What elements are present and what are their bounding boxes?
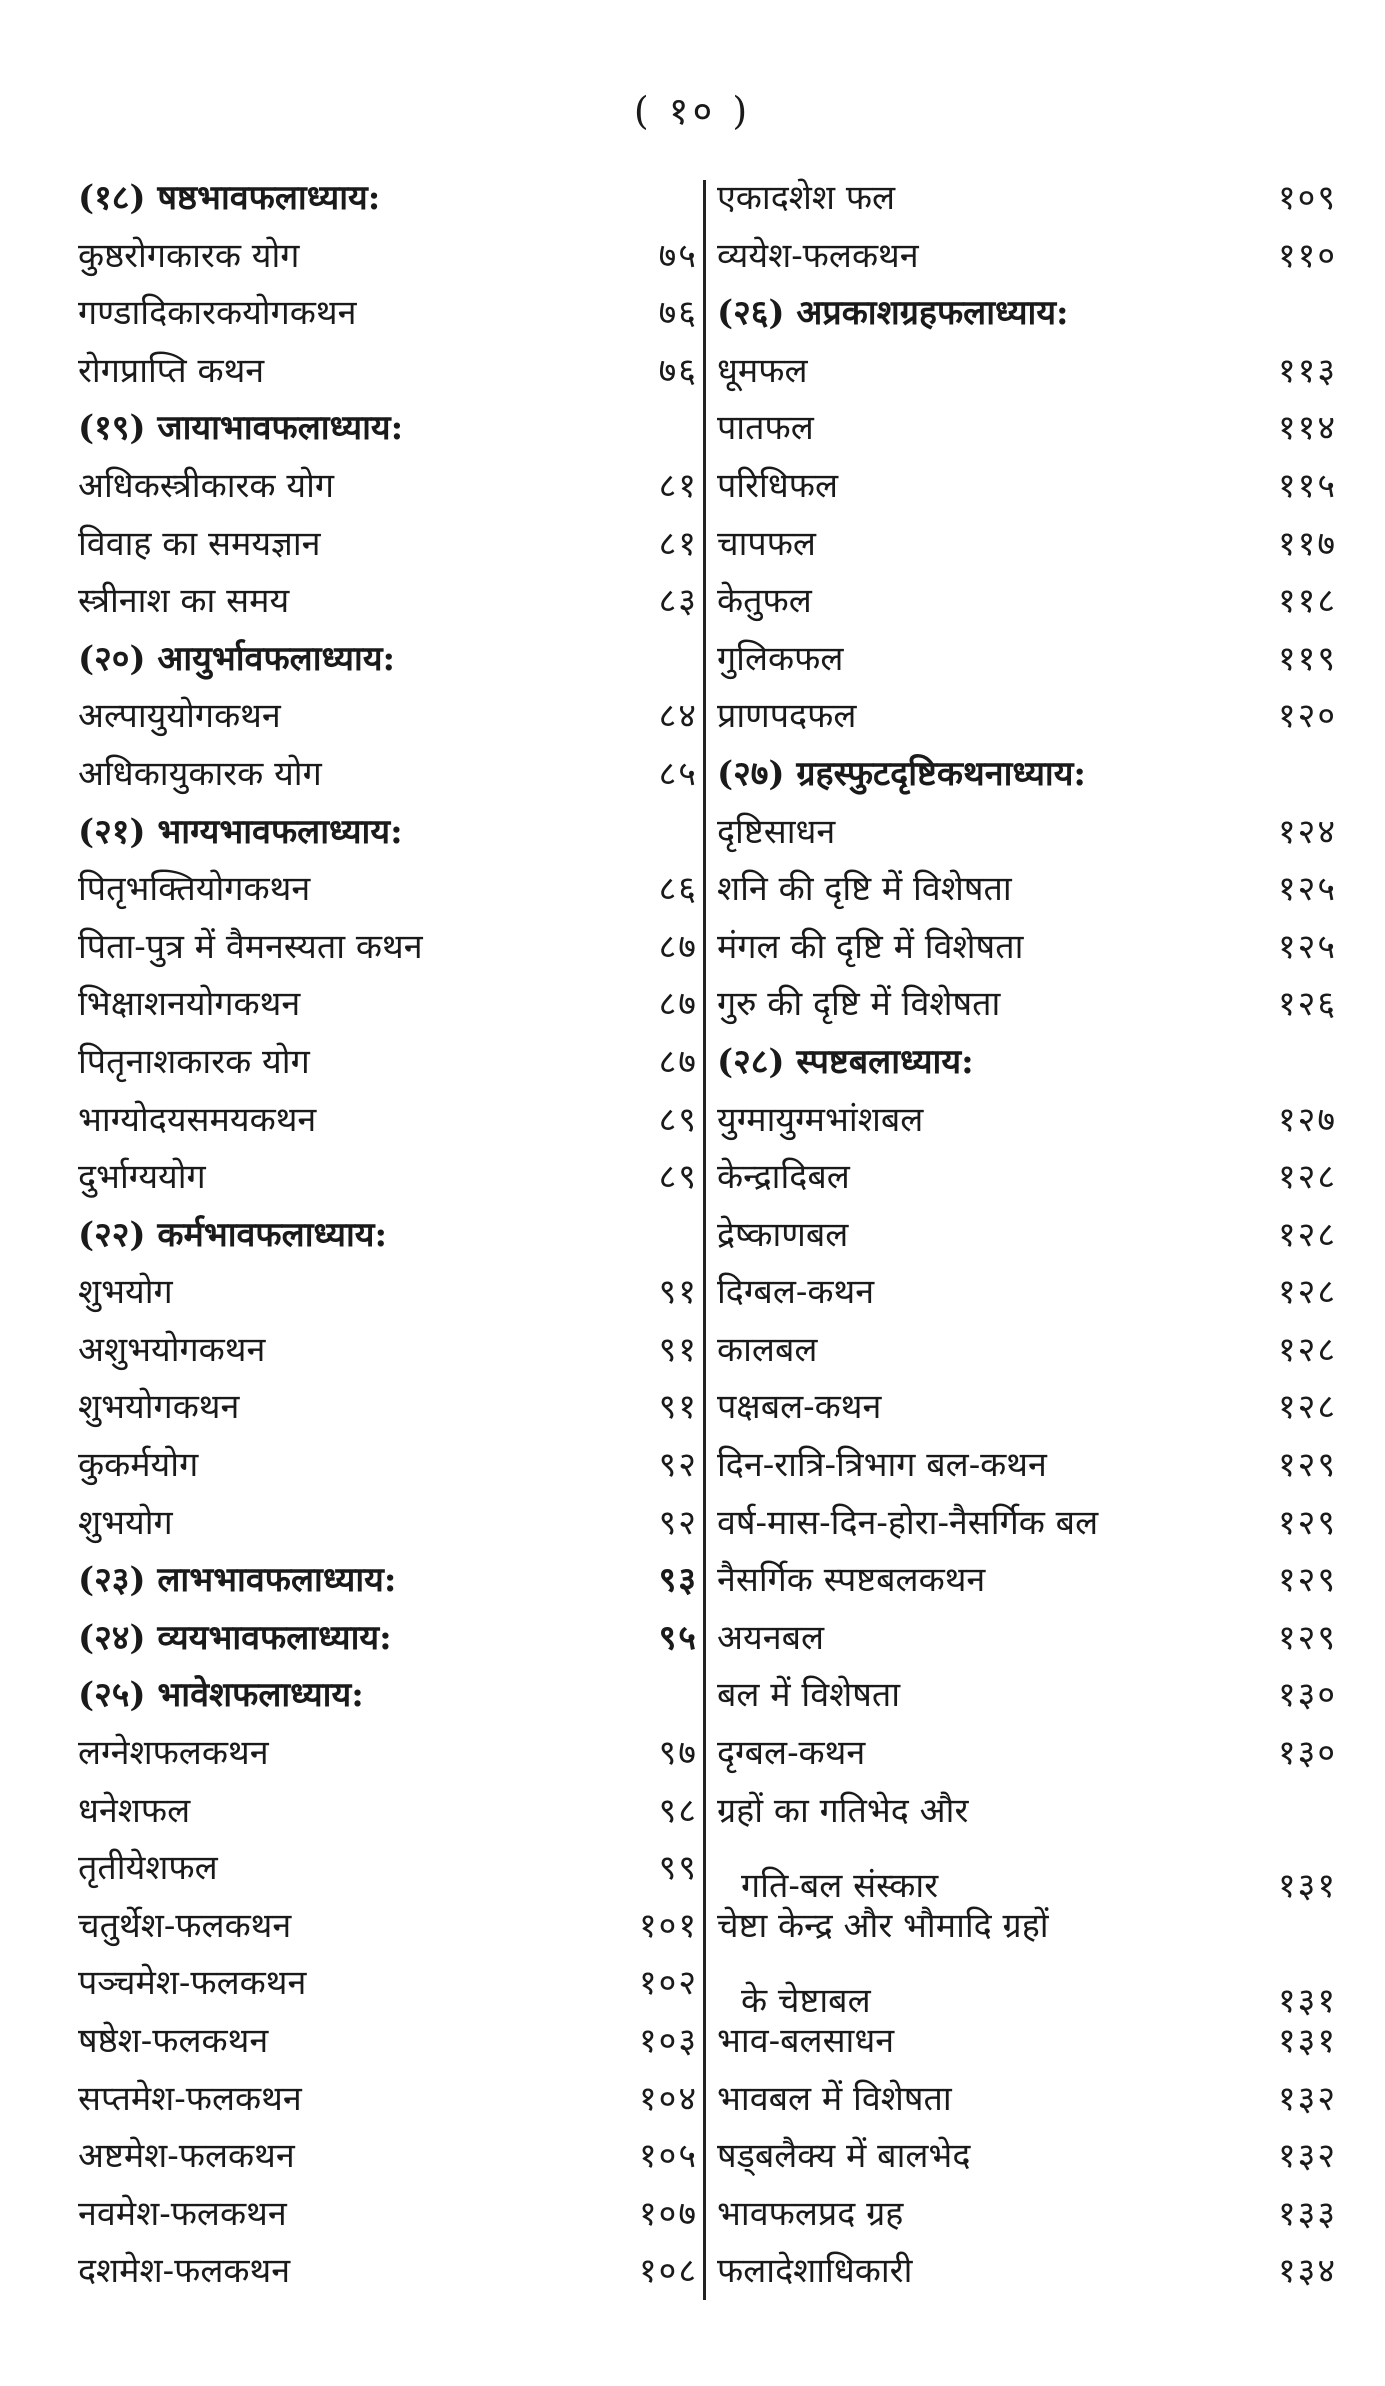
chapter-title: (१८) षष्ठभावफलाध्याय: [78,178,381,218]
toc-entry [717,2251,1337,2309]
toc-entry [78,1157,698,1215]
page-ref: १३२ [1277,2136,1337,2177]
toc-entry [717,1100,1337,1158]
toc-entry [78,2251,698,2309]
entry-title: कुष्ठरोगकारक योग [78,235,300,276]
page-ref: १२७ [1277,1099,1337,1140]
column-divider [703,180,706,2300]
page-ref: १०४ [638,2078,698,2119]
chapter-heading [78,639,698,697]
entry-title: दृग्बल-कथन [717,1733,866,1774]
entry-title: धूमफल [717,350,808,391]
entry-title: गण्डादिकारकयोगकथन [78,293,357,334]
toc-entry [717,1445,1337,1503]
chapter-title: (२१) भाग्यभावफलाध्याय: [78,811,403,852]
entry-title: भावबल में विशेषता [717,2078,952,2119]
entry-title: केन्द्रादिबल [717,1157,850,1198]
toc-entry [78,1791,698,1849]
entry-title: स्त्रीनाश का समय [78,581,290,622]
toc-entry [78,236,698,294]
chapter-heading [78,178,698,236]
entry-title: गुरु की दृष्टि में विशेषता [717,984,1001,1025]
entry-title: पिता-पुत्र में वैमनस्यता कथन [78,926,423,967]
entry-title: दशमेश-फलकथन [78,2251,291,2292]
page-ref: १२५ [1277,869,1337,910]
toc-entry [717,639,1337,697]
entry-title: द्रेष्काणबल [717,1214,849,1255]
page-ref: १२८ [1277,1387,1337,1428]
page-ref: ९२ [658,1445,698,1486]
toc-entry [78,524,698,582]
chapter-title: (२५) भावेशफलाध्याय: [78,1675,364,1716]
page-ref: ८३ [658,581,698,622]
page-ref: १०७ [638,2193,698,2234]
toc-entry [717,524,1337,582]
entry-title: प्राणपदफल [717,696,857,737]
page-ref: ८७ [658,926,698,967]
entry-title-continuation: गति-बल संस्कार [741,1865,939,1906]
page-ref: १२६ [1277,984,1337,1025]
page-ref: १२९ [1277,1560,1337,1601]
toc-entry [717,1906,1337,2021]
page-ref: ७६ [658,350,698,391]
page-ref: १०५ [638,2136,698,2177]
chapter-title: (२६) अप्रकाशग्रहफलाध्याय: [717,293,1069,334]
page-ref: ९२ [658,1502,698,1543]
entry-title: रोगप्राप्ति कथन [78,350,265,391]
toc-entry [78,1848,698,1906]
toc-entry [78,2079,698,2137]
entry-title: भाग्योदयसमयकथन [78,1099,317,1140]
entry-title: नवमेश-फलकथन [78,2193,287,2234]
page-ref: १३० [1277,1733,1337,1774]
entry-title: भावफलप्रद ग्रह [717,2193,904,2234]
entry-title: वर्ष-मास-दिन-होरा-नैसर्गिक बल [717,1502,1099,1543]
toc-entry [717,984,1337,1042]
page-ref: १३१ [1277,1981,1337,2021]
entry-title: शनि की दृष्टि में विशेषता [717,869,1012,910]
page-ref: १२८ [1277,1157,1337,1198]
page-ref: ११५ [1277,465,1337,506]
toc-entry [78,1272,698,1330]
entry-title: दृष्टिसाधन [717,811,836,852]
entry-title: व्ययेश-फलकथन [717,235,919,276]
toc-entry [78,581,698,639]
page-ref: १३४ [1277,2251,1337,2292]
page-ref: ८१ [658,465,698,506]
chapter-title: (२४) व्ययभावफलाध्याय: [78,1617,392,1658]
toc-entry [717,2194,1337,2252]
page-ref: १२८ [1277,1329,1337,1370]
page-ref: ९७ [658,1733,698,1774]
page-number: ( १० ) [633,89,752,133]
toc-entry [717,351,1337,409]
entry-title: भाव-बलसाधन [717,2021,895,2061]
entry-title: अशुभयोगकथन [78,1329,266,1370]
toc-entry [717,2136,1337,2194]
entry-title: विवाह का समयज्ञान [78,523,321,564]
page-ref: १०१ [638,1905,698,1946]
entry-title: ग्रहों का गतिभेद और [717,1790,969,1831]
chapter-title: (२०) आयुर्भावफलाध्याय: [78,638,396,679]
entry-title: अधिकायुकारक योग [78,753,322,794]
entry-title: अयनबल [717,1617,825,1658]
entry-title: बल में विशेषता [717,1675,901,1716]
toc-right-column [717,178,1337,2309]
toc-entry [78,466,698,524]
toc-left-column [78,178,698,2309]
entry-title: चतुर्थेश-फलकथन [78,1905,292,1946]
entry-title: दिग्बल-कथन [717,1272,875,1313]
page-ref: ८७ [658,984,698,1025]
toc-entry [717,696,1337,754]
toc-entry [78,2194,698,2252]
entry-title: चापफल [717,523,816,564]
entry-title-continuation: के चेष्टाबल [741,1981,871,2021]
page-ref: १३१ [1277,1865,1337,1906]
toc-entry [78,1733,698,1791]
page-ref: ११७ [1277,523,1337,564]
toc-entry [78,1100,698,1158]
entry-title: परिधिफल [717,465,839,506]
chapter-heading [78,1675,698,1733]
page-ref: ११९ [1277,638,1337,679]
entry-title: दुर्भाग्ययोग [78,1157,206,1198]
page-ref: ९८ [658,1790,698,1831]
page-ref: ९१ [658,1387,698,1428]
page-ref: ९१ [658,1329,698,1370]
toc-entry [717,178,1337,236]
toc-entry [78,927,698,985]
page-ref: ९५ [658,1617,698,1658]
chapter-heading [78,1215,698,1273]
toc-entry [717,1733,1337,1791]
toc-entry [717,1791,1337,1906]
toc-entry [78,1330,698,1388]
chapter-heading [78,1560,698,1618]
page-ref: ७६ [658,293,698,334]
page-ref: १२४ [1277,811,1337,852]
page-ref: १०९ [1277,178,1337,218]
page-ref: ११४ [1277,408,1337,449]
toc-entry [717,1387,1337,1445]
toc-entry [717,1215,1337,1273]
chapter-heading [78,812,698,870]
entry-title: षड्बलैक्य में बालभेद [717,2136,971,2177]
toc-entry [78,2136,698,2194]
chapter-title: (२२) कर्मभावफलाध्याय: [78,1214,388,1255]
entry-title: युग्मायुग्मभांशबल [717,1099,924,1140]
toc-entry [78,984,698,1042]
chapter-title: (२७) ग्रहस्फुटदृष्टिकथनाध्याय: [717,753,1086,794]
entry-title: षष्ठेश-फलकथन [78,2021,269,2061]
toc-entry [717,1560,1337,1618]
toc-entry [717,1675,1337,1733]
page-ref: ९३ [658,1560,698,1601]
toc-entry [717,2021,1337,2079]
chapter-heading [78,408,698,466]
toc-entry [717,1157,1337,1215]
entry-title: कुकर्मयोग [78,1445,199,1486]
toc-entry [717,581,1337,639]
page-ref: ८१ [658,523,698,564]
toc-entry [717,466,1337,524]
entry-title: शुभयोगकथन [78,1387,240,1428]
page-ref: १३२ [1277,2078,1337,2119]
page-ref: १०८ [638,2251,698,2292]
entry-title: पातफल [717,408,814,449]
toc-entry [78,869,698,927]
page-ref: १२९ [1277,1445,1337,1486]
page-ref: १२८ [1277,1214,1337,1255]
page-ref: ८९ [658,1099,698,1140]
page-ref: १०३ [638,2021,698,2061]
toc-entry [78,2021,698,2079]
chapter-title: (२८) स्पष्टबलाध्याय: [717,1041,974,1082]
entry-title: अल्पायुयोगकथन [78,696,281,737]
toc-entry [78,696,698,754]
entry-title: कालबल [717,1329,818,1370]
entry-title: दिन-रात्रि-त्रिभाग बल-कथन [717,1445,1047,1486]
toc-entry [78,1963,698,2021]
page-ref: १०२ [638,1963,698,2004]
entry-title: गुलिकफल [717,638,844,679]
entry-title: पक्षबल-कथन [717,1387,882,1428]
page-ref: ७५ [658,235,698,276]
page-ref: १२० [1277,696,1337,737]
entry-title: एकादशेश फल [717,178,896,218]
toc-entry [717,1503,1337,1561]
toc-entry [717,927,1337,985]
chapter-heading [78,1618,698,1676]
entry-title: फलादेशाधिकारी [717,2251,913,2292]
page-ref: १२९ [1277,1502,1337,1543]
entry-title: धनेशफल [78,1790,191,1831]
page-ref: ११३ [1277,350,1337,391]
page-ref: ११८ [1277,581,1337,622]
page-ref: ८७ [658,1041,698,1082]
entry-title: शुभयोग [78,1502,173,1543]
page-ref: १२८ [1277,1272,1337,1313]
page-ref: ८४ [658,696,698,737]
toc-entry [717,408,1337,466]
entry-title: चेष्टा केन्द्र और भौमादि ग्रहों [717,1905,1049,1946]
page-ref: १३० [1277,1675,1337,1716]
toc-entry [717,1618,1337,1676]
toc-entry [78,754,698,812]
toc-entry [78,351,698,409]
entry-title: पितृनाशकारक योग [78,1041,310,1082]
entry-title: केतुफल [717,581,812,622]
page-ref: ९९ [658,1848,698,1889]
toc-entry [717,1272,1337,1330]
toc-entry [717,812,1337,870]
chapter-heading [717,1042,1337,1100]
toc-entry [78,1445,698,1503]
chapter-title: (१९) जायाभावफलाध्याय: [78,408,404,449]
toc-entry [78,1906,698,1964]
page-ref: ८५ [658,753,698,794]
entry-title: पञ्चमेश-फलकथन [78,1963,307,2004]
page-ref: १३३ [1277,2193,1337,2234]
chapter-heading [717,754,1337,812]
page-ref: ८९ [658,1157,698,1198]
page-ref: १३१ [1277,2021,1337,2061]
entry-title: शुभयोग [78,1272,173,1313]
page-ref: ११० [1277,235,1337,276]
entry-title: अष्टमेश-फलकथन [78,2136,295,2177]
entry-title: अधिकस्त्रीकारक योग [78,465,335,506]
entry-title: लग्नेशफलकथन [78,1733,269,1774]
page-ref: १२५ [1277,926,1337,967]
entry-title: तृतीयेशफल [78,1848,218,1889]
page-ref: ८६ [658,869,698,910]
toc-entry [717,236,1337,294]
entry-title: भिक्षाशनयोगकथन [78,984,301,1025]
toc-entry [78,1042,698,1100]
toc-entry [717,1330,1337,1388]
toc-entry [78,1387,698,1445]
page-ref: १२९ [1277,1617,1337,1658]
entry-title: नैसर्गिक स्पष्टबलकथन [717,1560,986,1601]
toc-entry [717,869,1337,927]
toc-entry [78,1503,698,1561]
page-ref: ९१ [658,1272,698,1313]
entry-title: मंगल की दृष्टि में विशेषता [717,926,1024,967]
entry-title: सप्तमेश-फलकथन [78,2078,302,2119]
chapter-heading [717,293,1337,351]
toc-entry [78,293,698,351]
entry-title: पितृभक्तियोगकथन [78,869,311,910]
chapter-title: (२३) लाभभावफलाध्याय: [78,1560,397,1601]
toc-entry [717,2079,1337,2137]
